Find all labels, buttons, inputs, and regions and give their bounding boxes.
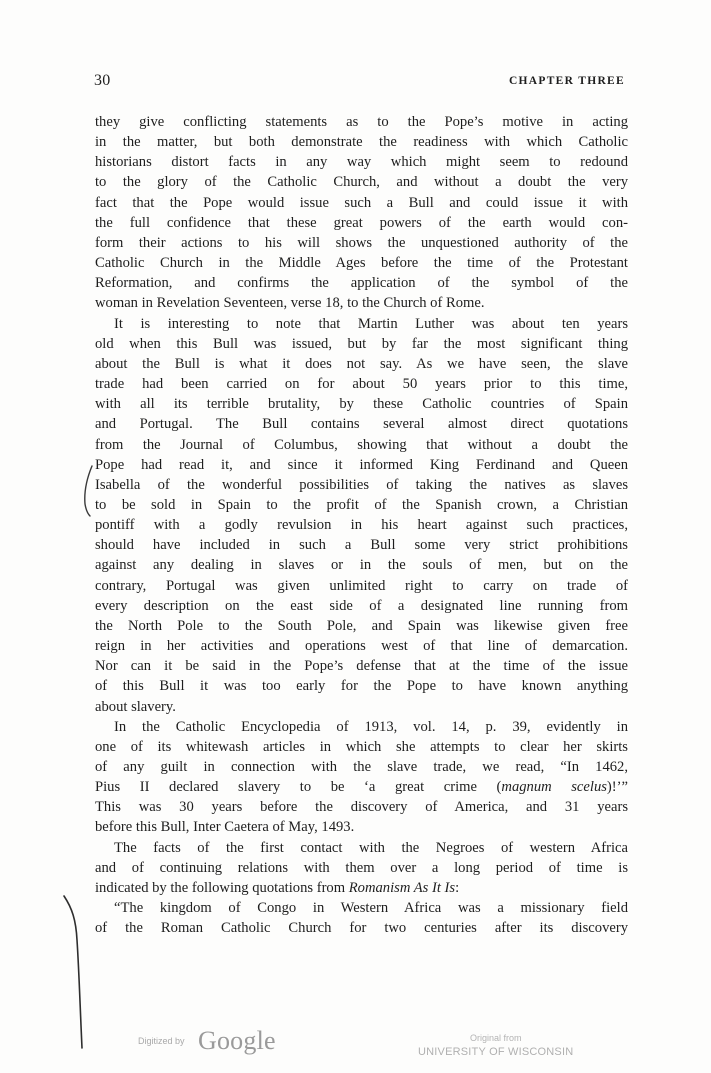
digitized-by-label: Digitized by bbox=[138, 1036, 185, 1046]
text-line: Isabella of the wonderful possibilities of taking the natives as slaves bbox=[95, 476, 628, 493]
margin-mark-upper bbox=[85, 466, 92, 516]
text-line: the North Pole to the South Pole, and Spain was likewise given free bbox=[95, 617, 628, 634]
text-line: Pope had read it, and since it informed King Ferdinand and Queen bbox=[95, 456, 628, 473]
text-line: one of its whitewash articles in which she attempts to clear her skirts bbox=[95, 738, 628, 755]
text-line: to the glory of the Catholic Church, and without a doubt the very bbox=[95, 174, 628, 191]
text-line: historians distort facts in any way which might seem to redound bbox=[95, 154, 628, 171]
text-line: Catholic Church in the Middle Ages before the time of the Protestant bbox=[95, 255, 628, 272]
text-line: and of continuing relations with them over a long period of time is bbox=[95, 859, 628, 876]
text-line: fact that the Pope would issue such a Bull and could issue it with bbox=[95, 194, 628, 211]
running-head: CHAPTER THREE bbox=[508, 75, 625, 87]
text-line: about the Bull is what it does not say. As we have seen, the slave bbox=[95, 355, 628, 372]
source-library: UNIVERSITY OF WISCONSIN bbox=[418, 1046, 574, 1058]
text-segment: indicated by the following quotations from bbox=[95, 879, 349, 896]
text-line: form their actions to his will shows the unquestioned authority of the bbox=[95, 234, 628, 251]
text-line: against any dealing in slaves or in the souls of men, but on the bbox=[95, 557, 628, 574]
text-line: It is interesting to note that Martin Luther was about ten years bbox=[114, 315, 628, 332]
italic-latin-phrase: magnum scelus bbox=[501, 779, 607, 796]
text-line: of the Roman Catholic Church for two centuries after its discovery bbox=[95, 920, 628, 937]
text-line: they give conflicting statements as to the Pope’s motive in acting bbox=[95, 114, 628, 130]
text-line: and Portugal. The Bull contains several almost direct quotations bbox=[95, 416, 628, 433]
original-from-label: Original from bbox=[470, 1033, 522, 1043]
text-line: should have included in such a Bull some very strict prohibitions bbox=[95, 537, 628, 554]
text-line: every description on the east side of a designated line running from bbox=[95, 597, 628, 614]
text-line: contrary, Portugal was given unlimited right to carry on trade of bbox=[95, 577, 628, 594]
text-line: trade had been carried on for about 50 years prior to this time, bbox=[95, 376, 628, 393]
text-line: Nor can it be said in the Pope’s defense that at the time of the issue bbox=[95, 658, 628, 675]
text-line: reign in her activities and operations west of that line of demarcation. bbox=[95, 638, 628, 655]
text-line: Reformation, and confirms the application of the symbol of the bbox=[95, 275, 628, 292]
text-segment: )!’” bbox=[606, 779, 628, 796]
page-number: 30 bbox=[94, 72, 111, 89]
text-line: before this Bull, Inter Caetera of May, 1493. bbox=[95, 819, 355, 836]
text-line: from the Journal of Columbus, showing that without a doubt the bbox=[95, 436, 628, 453]
text-line: pontiff with a godly revulsion in his heart against such practices, bbox=[95, 517, 628, 534]
italic-book-title: Romanism As It Is bbox=[348, 879, 456, 896]
margin-mark-lower bbox=[64, 896, 82, 1048]
text-line: In the Catholic Encyclopedia of 1913, vol. 14, p. 39, evidently in bbox=[114, 718, 628, 735]
text-line: to be sold in Spain to the profit of the Spanish crown, a Christian bbox=[95, 496, 628, 513]
text-line: in the matter, but both demonstrate the readiness with which Catholic bbox=[95, 134, 628, 151]
text-line: about slavery. bbox=[95, 698, 176, 715]
google-logo: Google bbox=[198, 1026, 276, 1055]
text-segment: : bbox=[455, 879, 460, 896]
text-line: old when this Bull was issued, but by far the most significant thing bbox=[95, 335, 628, 352]
text-line: of any guilt in connection with the slave trade, we read, “In 1462, bbox=[95, 759, 628, 775]
text-segment: Pius II declared slavery to be ‘a great crime ( bbox=[95, 779, 502, 796]
text-line: the full confidence that these great powers of the earth would con- bbox=[95, 214, 628, 231]
text-line: of this Bull it was too early for the Pope to have known anything bbox=[95, 678, 628, 695]
text-line: “The kingdom of Congo in Western Africa was a missionary field bbox=[114, 900, 628, 917]
text-line: woman in Revelation Seventeen, verse 18, to the Church of Rome. bbox=[95, 295, 485, 312]
text-line: The facts of the first contact with the Negroes of western Africa bbox=[114, 839, 628, 856]
text-line: with all its terrible brutality, by these Catholic countries of Spain bbox=[95, 396, 628, 413]
text-line: This was 30 years before the discovery of America, and 31 years bbox=[95, 799, 628, 816]
